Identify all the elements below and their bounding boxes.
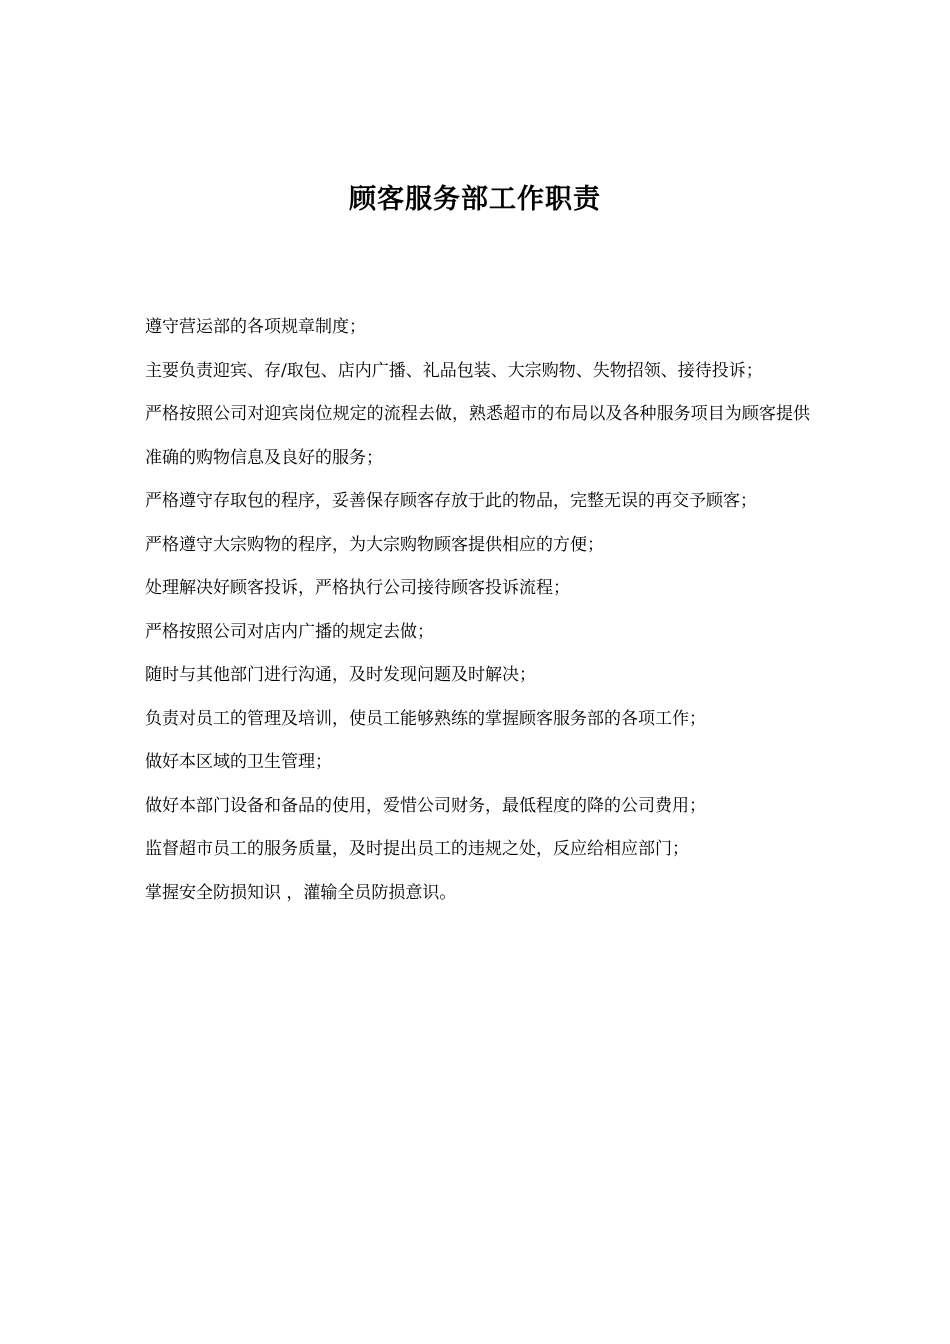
duty-item: 做好本部门设备和备品的使用，爱惜公司财务，最低程度的降的公司费用； (145, 795, 706, 816)
duty-item: 掌握安全防损知识 ，灌输全员防损意识。 (145, 882, 457, 903)
document-title: 顾客服务部工作职责 (349, 184, 601, 215)
duty-item: 做好本区域的卫生管理； (145, 752, 332, 772)
duty-item: 主要负责迎宾、存/取包、店内广播、礼品包装、大宗购物、失物招领、接待投诉； (145, 360, 763, 381)
duty-item: 严格按照公司对迎宾岗位规定的流程去做，熟悉超市的布局以及各种服务项目为顾客提供准确的购物信息及良好的服务； (145, 404, 810, 468)
duty-item: 严格按照公司对店内广播的规定去做； (145, 621, 434, 642)
duty-item: 负责对员工的管理及培训，使员工能够熟练的掌握顾客服务部的各项工作； (145, 708, 706, 729)
duty-item: 随时与其他部门进行沟通，及时发现问题及时解决； (145, 665, 536, 685)
duty-item: 严格遵守存取包的程序，妥善保存顾客存放于此的物品，完整无误的再交予顾客； (145, 491, 757, 511)
duty-item: 严格遵守大宗购物的程序，为大宗购物顾客提供相应的方便； (145, 534, 604, 555)
duty-item: 监督超市员工的服务质量，及时提出员工的违规之处，反应给相应部门； (145, 839, 689, 859)
duty-item: 遵守营运部的各项规章制度； (145, 317, 366, 337)
duty-list (145, 306, 810, 915)
duty-item: 处理解决好顾客投诉，严格执行公司接待顾客投诉流程； (145, 578, 570, 598)
